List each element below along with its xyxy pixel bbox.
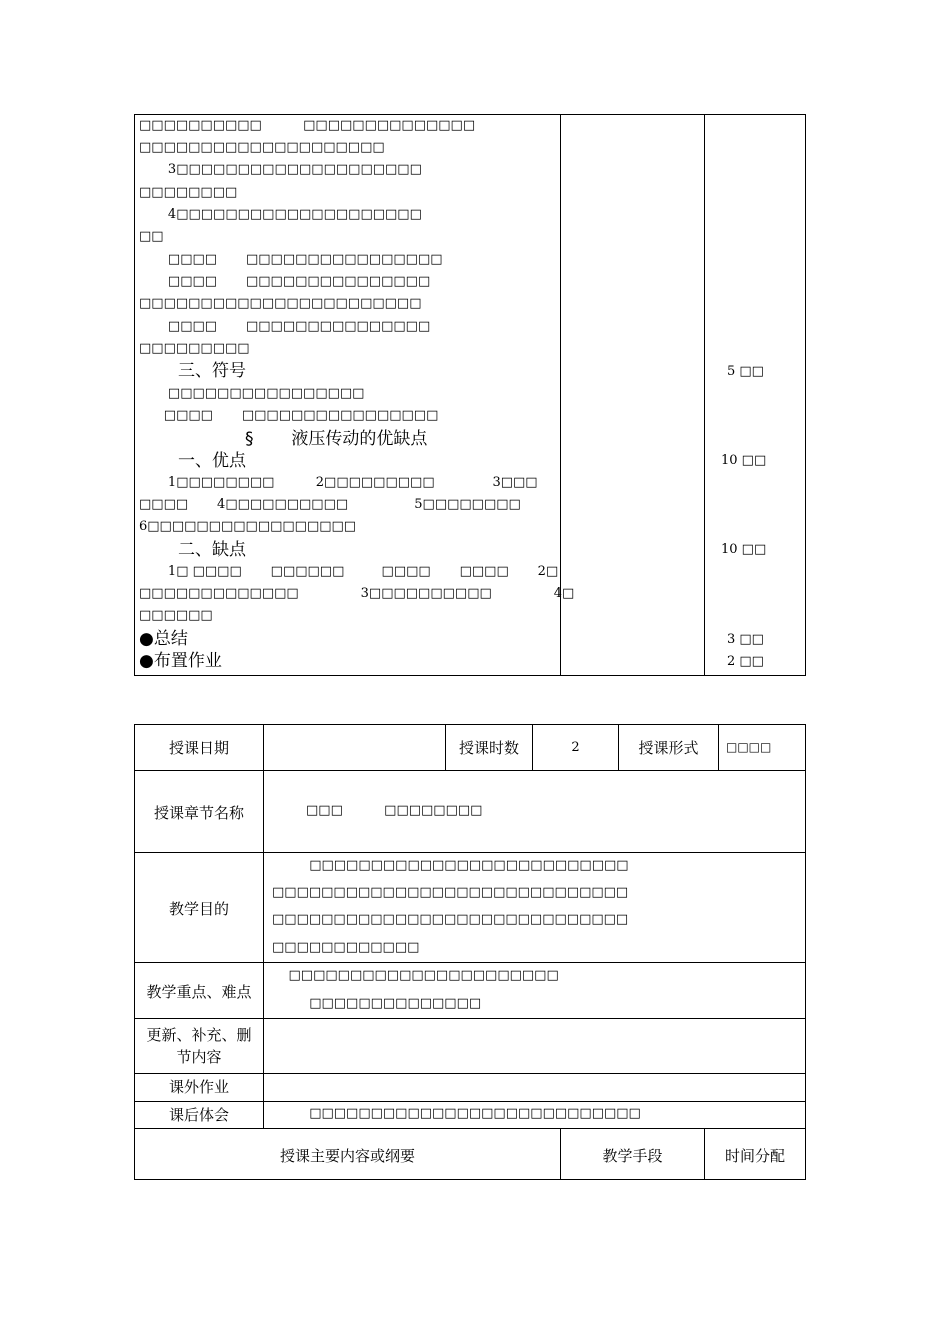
lower-table-border — [134, 1179, 806, 1180]
section-heading-symbol: 三、符号 — [178, 361, 246, 381]
lower-table-border — [134, 724, 806, 725]
goal-line: □□□□□□□□□□□□ — [272, 940, 420, 955]
form-value: □□□□ — [726, 740, 772, 754]
time-allocation-label: 时间分配 — [724, 1147, 785, 1165]
homework-item: ●布置作业 — [139, 651, 222, 671]
main-content-label: 授课主要内容或纲要 — [279, 1147, 415, 1165]
upper-table-left-border — [134, 114, 135, 676]
section-heading-disadvantages: 二、缺点 — [178, 540, 246, 560]
chapter-label: 授课章节名称 — [153, 804, 244, 822]
goal-label: 教学目的 — [168, 900, 229, 918]
lower-table-label-divider — [263, 724, 264, 1129]
chapter-value: □□□ □□□□□□□□ — [306, 803, 483, 818]
content-line: □□□□□□□□ — [139, 185, 238, 200]
content-line: 6□□□□□□□□□□□□□□□□□ — [139, 519, 357, 534]
upper-table-divider-2 — [704, 114, 705, 676]
content-line: □□□□ □□□□□□□□□□□□□□□ — [139, 274, 431, 289]
outside-homework-label: 课外作业 — [168, 1078, 229, 1096]
lower-table-border — [134, 1128, 806, 1129]
content-line: □□□□ 4□□□□□□□□□□ 5□□□□□□□□ — [139, 497, 521, 512]
goal-line: □□□□□□□□□□□□□□□□□□□□□□□□□□□□□ — [272, 912, 629, 927]
hours-value: 2 — [571, 740, 580, 755]
update-label: 更新、补充、删节内容 — [146, 1026, 252, 1066]
section-heading-advantages: 一、优点 — [178, 451, 246, 471]
content-line: 3□□□□□□□□□□□□□□□□□□□□ — [139, 162, 422, 177]
time-allocation: 10 □□ — [721, 453, 767, 468]
content-line: □□□□□□□□□□ □□□□□□□□□□□□□□ — [139, 118, 476, 133]
content-line: 1□ □□□□ □□□□□□ □□□□ □□□□ 2□ — [139, 564, 559, 579]
time-allocation: 5 □□ — [727, 364, 764, 379]
form-label: 授课形式 — [638, 739, 699, 757]
content-line: 4□□□□□□□□□□□□□□□□□□□□ — [139, 207, 422, 222]
reflection-value: □□□□□□□□□□□□□□□□□□□□□□□□□□□ — [272, 1106, 641, 1121]
goal-line: □□□□□□□□□□□□□□□□□□□□□□□□□□□□□ — [272, 885, 629, 900]
time-allocation: 10 □□ — [721, 542, 767, 557]
key-points-label: 教学重点、难点 — [146, 983, 252, 1001]
content-line: □□□□□□□□□□□□□□□□ — [139, 386, 365, 401]
content-line: □□□□ □□□□□□□□□□□□□□□□ — [139, 252, 443, 267]
section-title: § 液压传动的优缺点 — [245, 429, 428, 449]
content-line: 1□□□□□□□□ 2□□□□□□□□□ 3□□□ — [139, 475, 538, 490]
reflection-label: 课后体会 — [168, 1106, 229, 1124]
teaching-means-label: 教学手段 — [602, 1147, 663, 1165]
upper-table-right-border — [805, 114, 806, 676]
date-label: 授课日期 — [168, 739, 229, 757]
lower-table-right-border — [805, 724, 806, 1180]
content-line: □□□□ □□□□□□□□□□□□□□□□ — [139, 408, 439, 423]
lower-table-row1-divider — [718, 724, 719, 771]
goal-line: □□□□□□□□□□□□□□□□□□□□□□□□□□ — [272, 858, 629, 873]
upper-table-top-border — [134, 114, 806, 115]
content-line: □□□□□□□□□□□□□ 3□□□□□□□□□□ 4□ — [139, 586, 575, 601]
lower-table-border — [134, 1073, 806, 1074]
key-points-line: □□□□□□□□□□□□□□□□□□□□□□ — [272, 968, 559, 983]
summary-item: ●总结 — [139, 629, 188, 649]
time-allocation: 2 □□ — [727, 654, 764, 669]
content-line: □□□□□□□□□□□□□□□□□□□□□□□ — [139, 296, 422, 311]
upper-table-bottom-border — [134, 675, 806, 676]
time-allocation: 3 □□ — [727, 632, 764, 647]
hours-label: 授课时数 — [458, 739, 519, 757]
key-points-line: □□□□□□□□□□□□□□ — [272, 996, 482, 1011]
content-line: □□□□□□□□□□□□□□□□□□□□ — [139, 140, 385, 155]
content-line: □□□□□□ — [139, 608, 213, 623]
content-line: □□ — [139, 229, 164, 244]
lower-table-border — [134, 1018, 806, 1019]
lower-table-border — [134, 770, 806, 771]
content-line: □□□□□□□□□ — [139, 341, 250, 356]
content-line: □□□□ □□□□□□□□□□□□□□□ — [139, 319, 431, 334]
